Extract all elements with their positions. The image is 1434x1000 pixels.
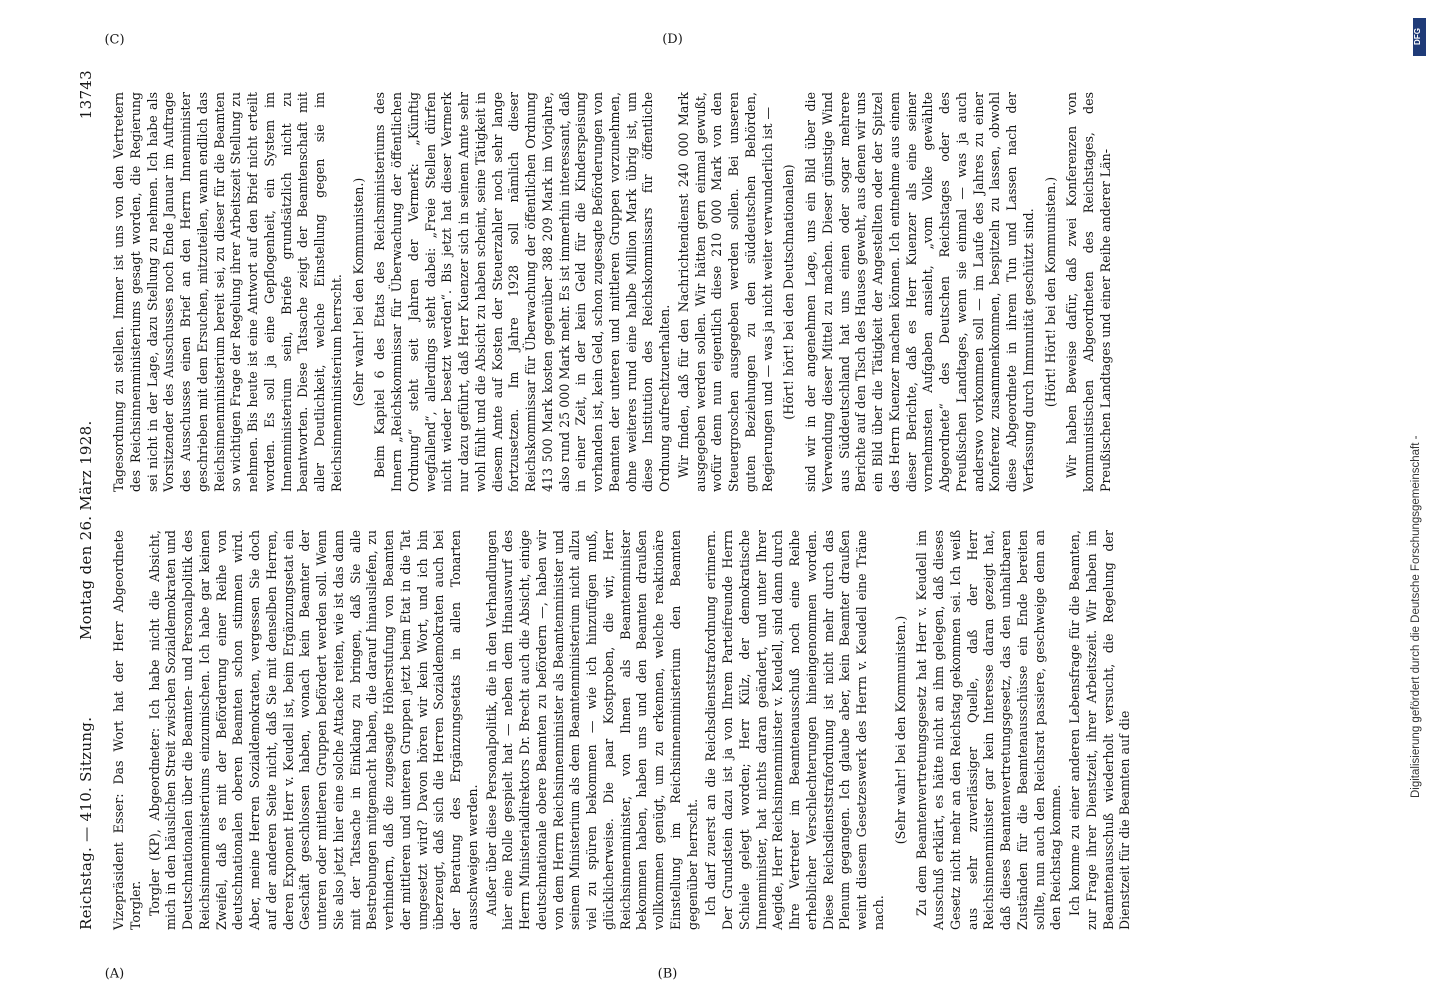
digitization-credit xyxy=(1408,10,1432,990)
paragraph: Außer über diese Personalpolitik, die in den Verhandlungen hier eine Rolle gespielt hat — neben dem Hinauswurf des Herrn Ministerialdirektors Dr. Brecht auch die Absicht, einige deutschnationale obere Beamten zu befördern —, haben wir von dem Herrn Reichsinnenminister als Beamtenminister und seinem Ministerium als dem Beamtenministerium nicht allzu viel zu spüren bekommen — wie ich hinzufügen muß, glücklicherweise. Die paar Kostproben, die wir, Herr Reichsinnenminister, von Ihnen als Beamtenminister bekommen haben, haben uns und den Beamten draußen vollkommen genügt, um zu erkennen, welche reaktionäre Einstellung im Reichsinnenministerium den Beamten gegenüber herrscht. xyxy=(483,530,700,930)
page-number: 13743 xyxy=(77,70,95,120)
margin-marker-d: (D) xyxy=(662,32,683,48)
paragraph: sind wir in der angenehmen Lage, uns ein Bild über die Verwendung dieser Mittel zu machen. Dieser günstige Wind aus Süddeutschland hat uns einen oder sogar mehrere Berichte auf den Tisch des Hauses geweht, aus denen wir uns ein Bild über die Tätigkeit der Angestellten oder der Spitzel des Herrn Kuenzer machen können. Ich entnehme aus einem dieser Berichte, daß es Herr Kuenzer als eine seiner vornehmsten Aufgaben ansieht, „vom Volke gewählte Abgeordnete“ des Deutschen Reichstages oder des Preußischen Landtages, wenn sie einmal — was ja auch anderswo vorkommen soll — im Laufe des Jahres zu einer Konferenz zusammenkommen, bespitzeln zu lassen, obwohl diese Abgeordnete in ihrem Tun und Lassen nach der Verfassung durch Immunität geschützt sind. xyxy=(803,92,1036,492)
paragraph: Wir finden, daß für den Nachrichtendienst 240 000 Mark ausgegeben werden sollen. Wir hätten gern einmal gewußt, wofür denn nun eigentlich diese 210 000 Mark von den Steuergroschen ausgegeben werden sollen. Bei unseren guten Beziehungen zu den süddeutschen Behörden, Regierungen und — was ja nicht weiter verwunderlich ist — xyxy=(675,92,775,492)
paragraph: Wir haben Beweise dafür, daß zwei Konferenzen von kommunistischen Abgeordneten des Reichstages, des Preußischen Landtages und einer Reihe anderer Län- xyxy=(1064,92,1113,492)
margin-marker-b: (B) xyxy=(657,966,678,982)
paragraph: Ich darf zuerst an die Reichsdienststrafordnung erinnern. Der Grundstein dazu ist ja von Ihrem Parteifreunde Herrn Schiele gelegt worden; Herr Külz, der demokratische Innenminister, hat nichts daran geändert, und unter Ihrer Aegide, Herr Reichsinnenminister v. Keudell, sind dann durch Ihre Vertreter im Beamtenausschuß noch eine Reihe erheblicher Verschlechterungen hineingenommen worden. Diese Reichsdienststrafordnung ist nicht mehr durch das Plenum gegangen. Ich glaube aber, kein Beamter draußen weint diesem Gesetzeswerk des Herrn v. Keudell eine Träne nach. xyxy=(703,530,886,930)
dfg-logo: DFG xyxy=(1413,18,1426,56)
paragraph: Tagesordnung zu stellen. Immer ist uns von den Vertretern des Reichsinnenministeriums gesagt worden, die Regierung sei nicht in der Lage, dazu Stellung zu nehmen. Ich habe als Vorsitzender des Ausschusses noch Ende Januar im Auftrage des Ausschusses einen Brief an den Herrn Innenminister geschrieben mit dem Ersuchen, mitzuteilen, wann endlich das Reichsinnenministerium bereit sei, zu dieser für die Beamten so wichtigen Frage der Regelung ihrer Arbeitszeit Stellung zu nehmen. Bis heute ist eine Antwort auf den Brief nicht erteilt worden. Es soll ja eine Gepflogenheit, ein System im Innenministerium sein, Briefe grundsätzlich nicht zu beantworten. Diese Tatsache zeigt der Beamtenschaft mit aller Deutlichkeit, welche Einstellung gegen sie im Reichsinnenministerium herrscht. xyxy=(111,92,344,492)
margin-marker-c: (C) xyxy=(104,32,125,48)
paragraph: Zu dem Beamtenvertretungsgesetz hat Herr v. Keudell im Ausschuß erklärt, es hätte nicht an ihm gelegen, daß dieses Gesetz nicht mehr an den Reichstag gekommen sei. Ich weiß aus sehr zuverlässiger Quelle, daß der Herr Reichsinnenminister gar kein Interesse daran gezeigt hat, daß dieses Beamtenvertretungsgesetz, das den unhaltbaren Zuständen für die Beamtenausschüsse ein Ende bereiten sollte, nun auch den Reichsrat passiere, geschweige denn an den Reichstag komme. xyxy=(914,530,1064,930)
margin-marker-a: (A) xyxy=(104,966,125,982)
header-session: Reichstag. — 410. Sitzung. xyxy=(77,716,95,930)
interjection: (Hört! hört! bei den Deutschnationalen) xyxy=(781,164,797,420)
paragraph: Vizepräsident Esser: Das Wort hat der Herr Abgeordnete Torgler. xyxy=(111,530,143,930)
right-text-column xyxy=(111,92,1256,492)
interjection: (Sehr wahr! bei den Kommunisten.) xyxy=(892,615,908,845)
page-header xyxy=(75,70,101,930)
paragraph: Torgler (KP), Abgeordneter: Ich habe nicht die Absicht, mich in den häuslichen Streit zwischen Sozialdemokraten und Deutschnationalen über die Beamten- und Personalpolitik des Reichsinnenministeriums einzumischen. Ich habe gar keinen Zweifel, daß es mit der Beförderung einer Reihe von deutschnationalen oberen Beamten schon stimmen wird. Aber, meine Herren Sozialdemokraten, vergessen Sie doch auf der anderen Seite nicht, daß Sie mit denselben Herren, deren Exponent Herr v. Keudell ist, beim Ergänzungsetat ein Geschäft geschlossen haben, wonach kein Beamter der unteren oder mittleren Gruppen befördert werden soll. Wenn Sie also jetzt hier eine solche Attacke reiten, wie ist das dann mit der Tatsache in Einklang zu bringen, daß Sie alle Bestrebungen mitgemacht haben, die darauf hinausliefen, zu verhindern, daß die zugesagte Höherstufung von Beamten der mittleren und unteren Gruppen jetzt beim Etat in die Tat umgesetzt wird? Davon hören wir kein Wort, und ich bin überzeugt, daß sich die Herren Sozialdemokraten auch bei der Beratung des Ergänzungsetats in allen Tonarten ausschweigen werden. xyxy=(146,530,480,930)
credit-text: Digitalisierung gefördert durch die Deutsche Forschungsgemeinschaft - xyxy=(1410,435,1422,798)
interjection: (Sehr wahr! bei den Kommunisten.) xyxy=(350,177,366,407)
left-text-column xyxy=(111,530,1256,930)
paragraph: Beim Kapitel 6 des Etats des Reichsministeriums des Innern „Reichskommissar für Überwachung der öffentlichen Ordnung“ steht seit Jahren der Vermerk: „Künftig wegfallend“, allerdings steht dabei: „Freie Stellen dürfen nicht wieder besetzt werden“. Bis jetzt hat dieser Vermerk nur dazu geführt, daß Herr Kuenzer sich in seinem Amte sehr wohl fühlt und die Absicht zu haben scheint, seine Tätigkeit in diesem Amte auf Kosten der Steuerzahler noch sehr lange fortzusetzen. Im Jahre 1928 soll nämlich dieser Reichskommissar für Überwachung der öffentlichen Ordnung 413 500 Mark kosten gegenüber 388 209 Mark im Vorjahre, also rund 25 000 Mark mehr. Es ist immerhin interessant, daß in einer Zeit, in der kein Geld für die Kinderspeisung vorhanden ist, kein Geld, schon zugesagte Beförderungen von Beamten der unteren und mittleren Gruppen vorzunehmen, ohne weiteres rund eine halbe Million Mark übrig ist, um diese Institution des Reichskommissars für öffentliche Ordnung aufrechtzuerhalten. xyxy=(372,92,672,492)
paragraph: Ich komme zu einer anderen Lebensfrage für die Beamten, zur Frage ihrer Dienstzeit, ihrer Arbeitszeit. Wir haben im Beamtenausschuß wiederholt versucht, die Regelung der Dienstzeit für die Beamten auf die xyxy=(1067,530,1133,930)
interjection: (Hört! Hört! bei den Kommunisten.) xyxy=(1042,176,1058,408)
header-date: Montag den 26. März 1928. xyxy=(77,420,95,640)
document-page xyxy=(75,32,1265,982)
